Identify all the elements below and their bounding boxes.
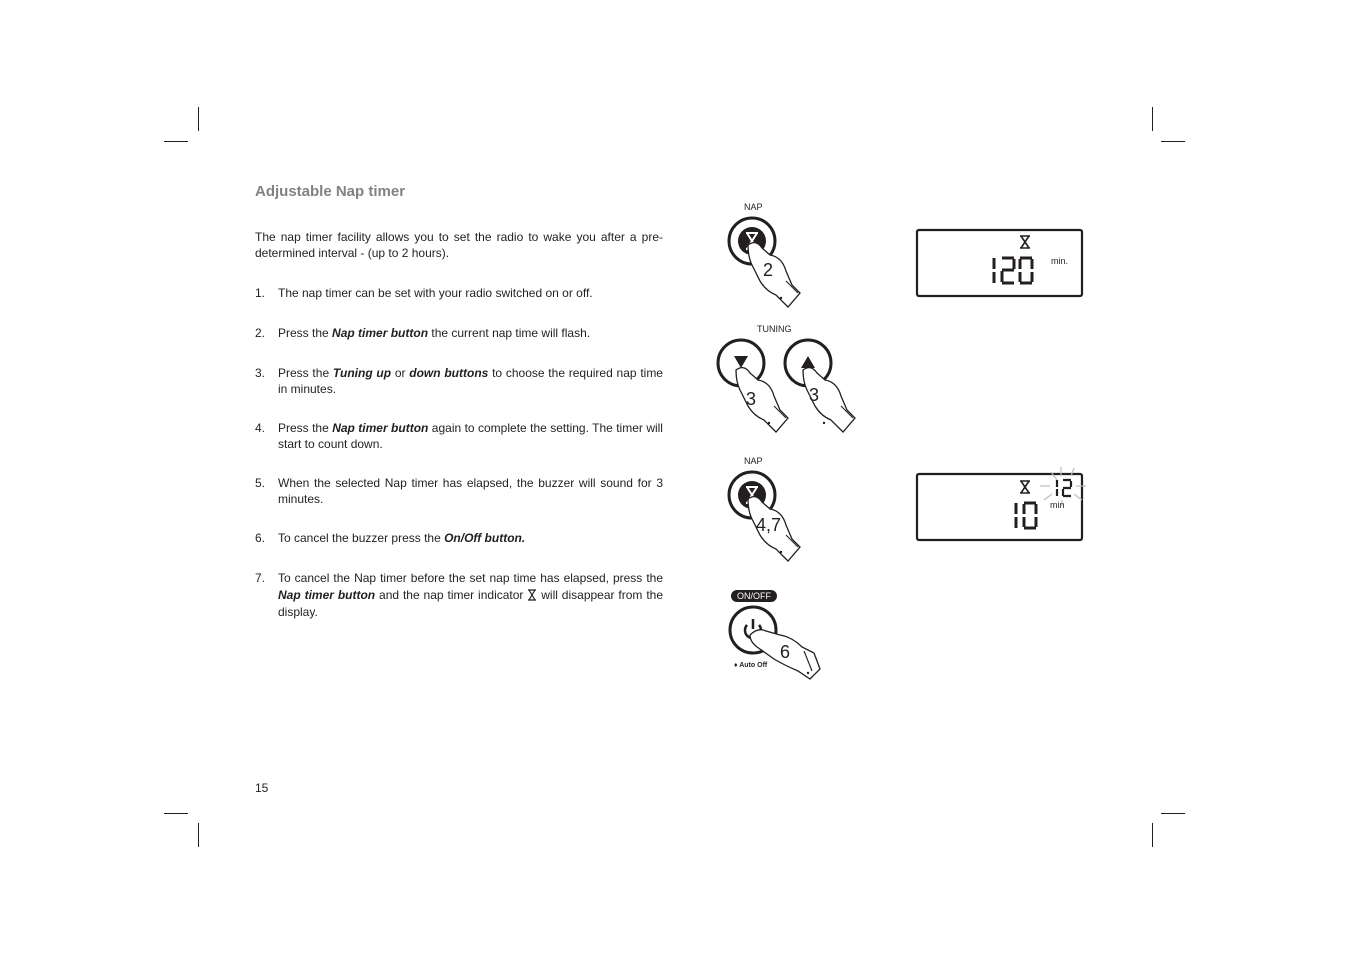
crop-mark [198,823,199,847]
crop-mark [1152,107,1153,131]
crop-mark [1161,813,1185,814]
step-number: 7. [255,571,266,585]
crop-mark [164,141,188,142]
lcd-digits-1 [988,255,1048,287]
step-number: 6. [255,531,266,545]
hourglass-icon [527,589,537,601]
tuning-up-button-illustration [783,338,863,438]
intro-paragraph: The nap timer facility allows you to set the radio to wake you after a pre-determined interval - (up to 2 hours). [255,230,663,260]
step-number: 1. [255,286,266,300]
tuning-up-term: Tuning up [332,366,392,380]
step-number: 3. [255,366,266,380]
on-off-button-illustration [728,605,828,685]
step-text: Press the Nap timer button again to complete the setting. The timer will start to count down. [278,421,663,451]
step-3-down-callout: 3 [746,389,757,409]
step-number: 5. [255,476,266,490]
lcd-digits-2 [1010,500,1050,532]
nap-timer-button-term: Nap timer button [332,326,429,340]
nap-label: NAP [744,202,763,212]
down-buttons-term: down buttons [409,366,489,380]
step-text: Press the Nap timer button the current nap time will flash. [278,326,591,340]
nap-timer-button-term: Nap timer button [278,588,376,602]
page-number: 15 [255,781,269,795]
on-off-button-term: On/Off button. [444,531,526,545]
min-unit-label: min [1050,500,1065,510]
crop-mark [1161,141,1185,142]
page-title: Adjustable Nap timer [255,183,406,200]
nap-label: NAP [744,456,763,466]
step-2-callout: 2 [763,260,774,280]
step-3-up-callout: 3 [809,385,820,405]
step-text: To cancel the Nap timer before the set nap time has elapsed, press the Nap timer button and the nap timer indicator will disappear from the display. [278,571,663,619]
step-6-callout: 6 [780,642,791,662]
crop-mark [1152,823,1153,847]
step-text: To cancel the buzzer press the On/Off button. [278,531,526,545]
step-text: The nap timer can be set with your radio switched on or off. [278,286,593,300]
min-unit-label: min. [1051,256,1069,266]
nap-timer-button-term: Nap timer button [332,421,429,435]
lcd-flash-digits [1053,478,1075,498]
step-number: 4. [255,421,266,435]
auto-off-label: ♦ Auto Off [734,662,768,669]
tuning-label: TUNING [757,324,792,334]
step-text: When the selected Nap timer has elapsed, the buzzer will sound for 3 minutes. [278,476,663,506]
crop-mark [164,813,188,814]
step-4-7-callout: 4,7 [756,515,782,535]
step-number: 2. [255,326,266,340]
on-off-label: ON/OFF [731,590,777,602]
step-text: Press the Tuning up or down buttons to choose the required nap time in minutes. [278,366,663,396]
crop-mark [198,107,199,131]
